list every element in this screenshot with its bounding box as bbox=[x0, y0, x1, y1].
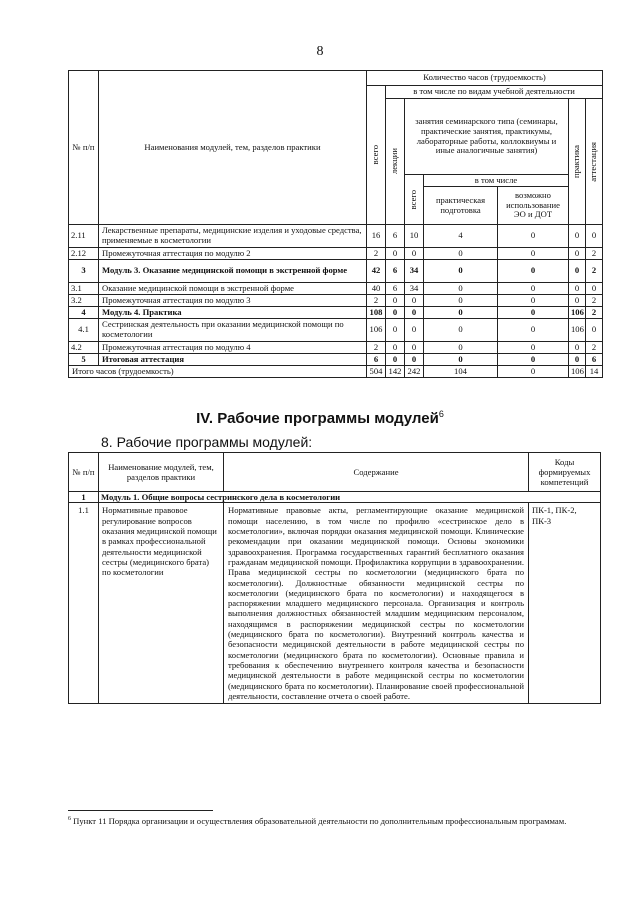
table-row bbox=[69, 354, 603, 366]
col-header-by-type: в том числе по видам учебной деятельности bbox=[386, 86, 603, 99]
row-lectures: 6 bbox=[386, 225, 405, 248]
table-row bbox=[69, 342, 603, 354]
row-attestation: 0 bbox=[586, 319, 603, 342]
topic-name: Нормативные правовое регулирование вопросов оказания медицинской помощи в рамках профессиональной деятельности медицинской сестры (медицинского брата) по косметологии bbox=[99, 503, 224, 704]
table-row bbox=[69, 225, 603, 248]
col-header-prac-prep: практическая подготовка bbox=[424, 187, 498, 225]
row-practice: 106 bbox=[569, 307, 586, 319]
row-attestation: 2 bbox=[586, 260, 603, 283]
row-total: 42 bbox=[367, 260, 386, 283]
row-practice: 0 bbox=[569, 342, 586, 354]
row-name: Лекарственные препараты, медицинские изделия и уходовые средства, применяемые в косметологии bbox=[99, 225, 367, 248]
footnote-mark: 6 bbox=[68, 816, 71, 823]
col-header-lectures: лекции bbox=[386, 99, 405, 225]
row-num: 5 bbox=[69, 354, 99, 366]
footnote-separator bbox=[68, 810, 213, 811]
table-row bbox=[69, 295, 603, 307]
row-seminars: 0 bbox=[405, 295, 424, 307]
total-row bbox=[69, 366, 603, 378]
row-num: 2.12 bbox=[69, 248, 99, 260]
table-row bbox=[69, 248, 603, 260]
row-num: 3 bbox=[69, 260, 99, 283]
row-eo-dot: 0 bbox=[498, 248, 569, 260]
topic-row bbox=[69, 503, 601, 704]
row-num: 4.1 bbox=[69, 319, 99, 342]
topic-num: 1.1 bbox=[69, 503, 99, 704]
row-seminars: 34 bbox=[405, 260, 424, 283]
programs-header-content: Содержание bbox=[224, 453, 529, 492]
total-practice: 106 bbox=[569, 366, 586, 378]
col-header-practice: практика bbox=[569, 99, 586, 225]
col-header-sem-total: всего bbox=[405, 175, 424, 225]
row-lectures: 6 bbox=[386, 283, 405, 295]
row-total: 108 bbox=[367, 307, 386, 319]
module-num: 1 bbox=[69, 492, 99, 503]
module-title: Модуль 1. Общие вопросы сестринского дела в косметологии bbox=[99, 492, 601, 503]
total-lectures: 142 bbox=[386, 366, 405, 378]
row-attestation: 6 bbox=[586, 354, 603, 366]
footnote-ref: 6 bbox=[438, 409, 444, 419]
col-header-qty: Количество часов (трудоемкость) bbox=[367, 71, 603, 86]
col-header-eo-dot: возможно использование ЭО и ДОТ bbox=[498, 187, 569, 225]
programs-header-num: № п/п bbox=[69, 453, 99, 492]
total-eo-dot: 0 bbox=[498, 366, 569, 378]
col-header-including: в том числе bbox=[424, 175, 569, 187]
row-eo-dot: 0 bbox=[498, 342, 569, 354]
row-name: Промежуточная аттестация по модулю 2 bbox=[99, 248, 367, 260]
row-practice: 0 bbox=[569, 225, 586, 248]
row-num: 3.1 bbox=[69, 283, 99, 295]
row-prac-prep: 0 bbox=[424, 307, 498, 319]
row-practice: 0 bbox=[569, 260, 586, 283]
module-row bbox=[69, 492, 601, 503]
row-eo-dot: 0 bbox=[498, 225, 569, 248]
row-lectures: 0 bbox=[386, 319, 405, 342]
row-name: Модуль 3. Оказание медицинской помощи в экстренной форме bbox=[99, 260, 367, 283]
row-num: 4 bbox=[69, 307, 99, 319]
row-seminars: 0 bbox=[405, 248, 424, 260]
row-prac-prep: 0 bbox=[424, 260, 498, 283]
row-prac-prep: 0 bbox=[424, 248, 498, 260]
table-row bbox=[69, 319, 603, 342]
row-attestation: 2 bbox=[586, 295, 603, 307]
row-eo-dot: 0 bbox=[498, 307, 569, 319]
row-seminars: 10 bbox=[405, 225, 424, 248]
row-total: 16 bbox=[367, 225, 386, 248]
row-eo-dot: 0 bbox=[498, 354, 569, 366]
row-practice: 0 bbox=[569, 354, 586, 366]
total-attestation: 14 bbox=[586, 366, 603, 378]
table-row bbox=[69, 283, 603, 295]
row-lectures: 6 bbox=[386, 260, 405, 283]
row-seminars: 0 bbox=[405, 307, 424, 319]
row-lectures: 0 bbox=[386, 248, 405, 260]
row-attestation: 2 bbox=[586, 342, 603, 354]
total-label: Итого часов (трудоемкость) bbox=[69, 366, 367, 378]
row-lectures: 0 bbox=[386, 295, 405, 307]
programs-header-codes: Коды формируемых компетенций bbox=[529, 453, 601, 492]
row-seminars: 0 bbox=[405, 342, 424, 354]
row-practice: 0 bbox=[569, 295, 586, 307]
row-total: 40 bbox=[367, 283, 386, 295]
section-heading: IV. Рабочие программы модулей$^6$ bbox=[196, 409, 444, 427]
row-eo-dot: 0 bbox=[498, 260, 569, 283]
row-attestation: 2 bbox=[586, 307, 603, 319]
total-prac-prep: 104 bbox=[424, 366, 498, 378]
table-row bbox=[69, 307, 603, 319]
row-prac-prep: 0 bbox=[424, 354, 498, 366]
row-num: 3.2 bbox=[69, 295, 99, 307]
col-header-num: № п/п bbox=[69, 71, 99, 225]
row-practice: 0 bbox=[569, 248, 586, 260]
total-seminars: 242 bbox=[405, 366, 424, 378]
row-lectures: 0 bbox=[386, 307, 405, 319]
row-total: 2 bbox=[367, 342, 386, 354]
topic-codes: ПК-1, ПК-2, ПК-3 bbox=[529, 503, 601, 704]
row-attestation: 0 bbox=[586, 283, 603, 295]
row-name: Итоговая аттестация bbox=[99, 354, 367, 366]
row-name: Промежуточная аттестация по модулю 4 bbox=[99, 342, 367, 354]
topic-content: Нормативные правовые акты, регламентирующие оказание медицинской помощи населению, в том числе по профилю «сестринское дело в косметологии», включая порядки оказания медицинской помощи. Клинические рекомендации при оказании медицинской помощи. Основы экономики здравоохранения. Программа государственных гарантий бесплатного оказания гражданам медицинской помощи. Профилактика коррупции в здравоохранении. Права медицинской сестры по косметологии (медицинского брата по косметологии). Должностные обязанности медицинской сестры по косметологии (медицинского брата по косметологии) и находящегося в распоряжении младшего медицинского персонала. Организация и контроль выполнения должностных обязанностей младшим медицинским персоналом, находящимся в распоряжении медицинской сестры по косметологии (медицинского брата по косметологии). Внутренний контроль качества и безопасности медицинской деятельности в работе медицинской сестры по косметологии (медицинского брата по косметологии). Основные правила и требования к обеспечению внутреннего контроля качества и безопасности медицинской деятельности в работе медицинской сестры по косметологии (медицинского брата по косметологии). Планирование своей профессиональной деятельности, составление отчета о своей работе. bbox=[224, 503, 529, 704]
row-seminars: 0 bbox=[405, 319, 424, 342]
page-number: 8 bbox=[316, 44, 324, 59]
footnote bbox=[68, 815, 600, 828]
row-practice: 106 bbox=[569, 319, 586, 342]
row-lectures: 0 bbox=[386, 354, 405, 366]
row-attestation: 2 bbox=[586, 248, 603, 260]
row-seminars: 34 bbox=[405, 283, 424, 295]
row-prac-prep: 0 bbox=[424, 283, 498, 295]
row-name: Оказание медицинской помощи в экстренной форме bbox=[99, 283, 367, 295]
row-eo-dot: 0 bbox=[498, 319, 569, 342]
row-total: 6 bbox=[367, 354, 386, 366]
row-attestation: 0 bbox=[586, 225, 603, 248]
row-practice: 0 bbox=[569, 283, 586, 295]
row-num: 4.2 bbox=[69, 342, 99, 354]
row-eo-dot: 0 bbox=[498, 295, 569, 307]
row-prac-prep: 0 bbox=[424, 342, 498, 354]
row-name: Модуль 4. Практика bbox=[99, 307, 367, 319]
col-header-name: Наименования модулей, тем, разделов практики bbox=[99, 71, 367, 225]
col-header-total: всего bbox=[367, 86, 386, 225]
row-eo-dot: 0 bbox=[498, 283, 569, 295]
programs-header-name: Наименование модулей, тем, разделов практики bbox=[99, 453, 224, 492]
hours-table bbox=[68, 70, 603, 378]
row-prac-prep: 0 bbox=[424, 295, 498, 307]
row-lectures: 0 bbox=[386, 342, 405, 354]
subsection-heading: 8. Рабочие программы модулей: bbox=[101, 434, 313, 450]
table-row bbox=[69, 260, 603, 283]
col-header-seminars: занятия семинарского типа (семинары, практические занятия, практикумы, лабораторные работы, коллоквиумы и иные аналогичные занятия) bbox=[405, 99, 569, 175]
row-prac-prep: 4 bbox=[424, 225, 498, 248]
row-total: 106 bbox=[367, 319, 386, 342]
row-prac-prep: 0 bbox=[424, 319, 498, 342]
row-total: 2 bbox=[367, 248, 386, 260]
total-total: 504 bbox=[367, 366, 386, 378]
row-seminars: 0 bbox=[405, 354, 424, 366]
row-name: Промежуточная аттестация по модулю 3 bbox=[99, 295, 367, 307]
row-name: Сестринская деятельность при оказании медицинской помощи по косметологии bbox=[99, 319, 367, 342]
programs-table bbox=[68, 452, 601, 704]
row-num: 2.11 bbox=[69, 225, 99, 248]
col-header-attestation: аттестация bbox=[586, 99, 603, 225]
footnote-text: Пункт 11 Порядка организации и осуществления образовательной деятельности по дополнительным профессиональным программам. bbox=[71, 816, 567, 826]
row-total: 2 bbox=[367, 295, 386, 307]
